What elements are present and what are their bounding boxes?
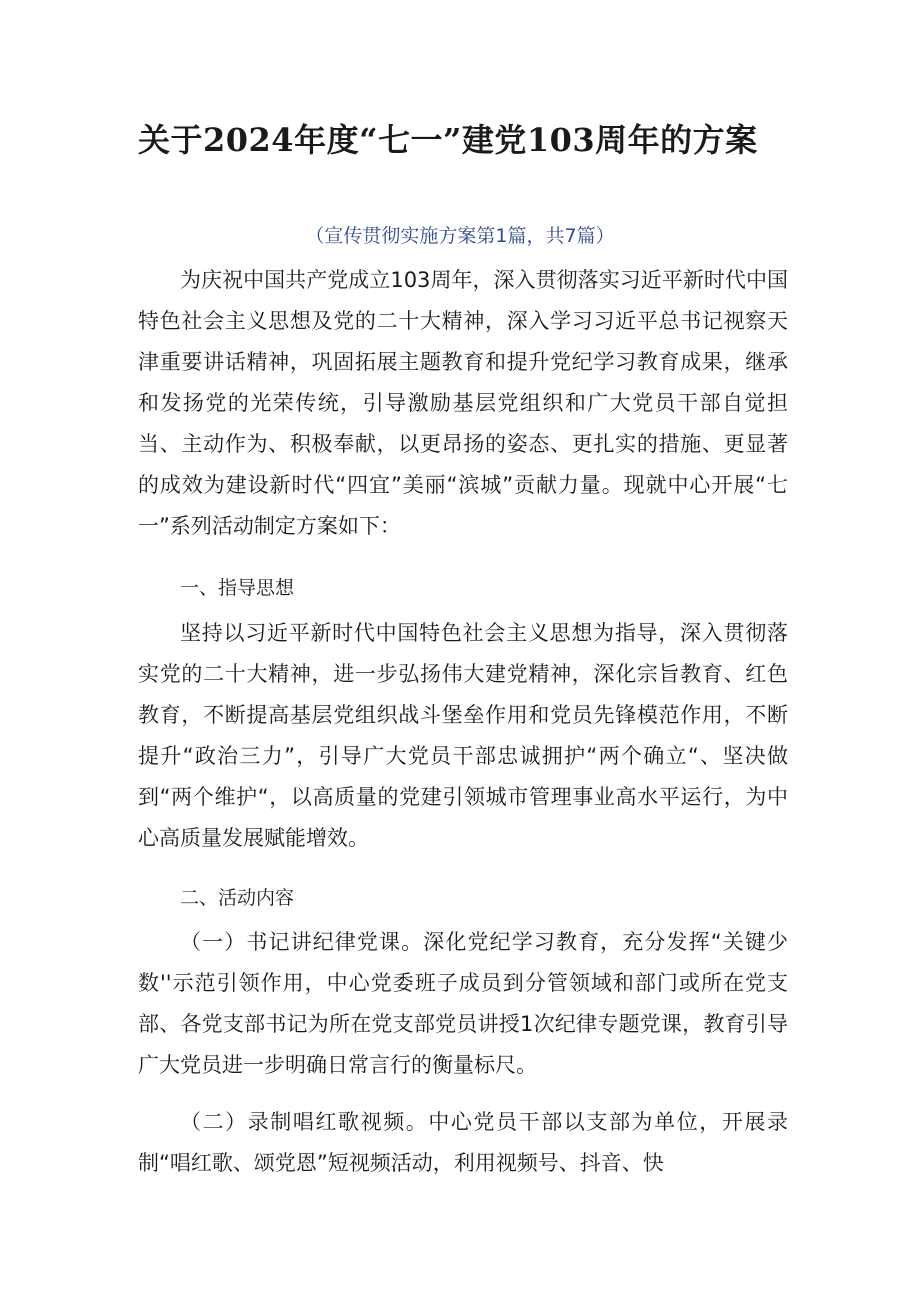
activity-item-2: （二）录制唱红歌视频。中心党员干部以支部为单位，开展录制“唱红歌、颂党恩”短视频活动，利用视频号、抖音、快 [138,1110,788,1175]
activity-item-1: （一）书记讲纪律党课。深化党纪学习教育，充分发挥“关键少数''示范引领作用，中心党委班子成员到分管领域和部门或所在党支部、各党支部书记为所在党支部党员讲授1次纪律专题党课，教育引导广大党员进一步明确日常言行的衡量标尺。 [138,930,788,1077]
intro-paragraph: 为庆祝中国共产党成立103周年，深入贯彻落实习近平新时代中国特色社会主义思想及党的二十大精神，深入学习习近平总书记视察天津重要讲话精神，巩固拓展主题教育和提升党纪学习教育成果，继承和发扬党的光荣传统，引导激励基层党组织和广大党员干部自觉担当、主动作为、积极奉献，以更昂扬的姿态、更扎实的措施、更显著的成效为建设新时代“四宜”美丽“滨城”贡献力量。现就中心开展“七一”系列活动制定方案如下： [138,268,788,538]
document-subtitle: （宣传贯彻实施方案第1篇，共7篇） [305,225,615,247]
guiding-ideology-paragraph: 坚持以习近平新时代中国特色社会主义思想为指导，深入贯彻落实党的二十大精神，进一步弘扬伟大建党精神，深化宗旨教育、红色教育，不断提高基层党组织战斗堡垒作用和党员先锋模范作用，不断提升“政治三力”，引导广大党员干部忠诚拥护“两个确立“、坚决做到“两个维护“，以高质量的党建引领城市管理事业高水平运行，为中心高质量发展赋能增效。 [138,621,788,850]
document-title: 关于2024年度“七一”建党103周年的方案 [138,121,758,159]
section-heading-activities: 二、活动内容 [180,887,295,909]
section-heading-guiding-ideology: 一、指导思想 [180,577,295,599]
